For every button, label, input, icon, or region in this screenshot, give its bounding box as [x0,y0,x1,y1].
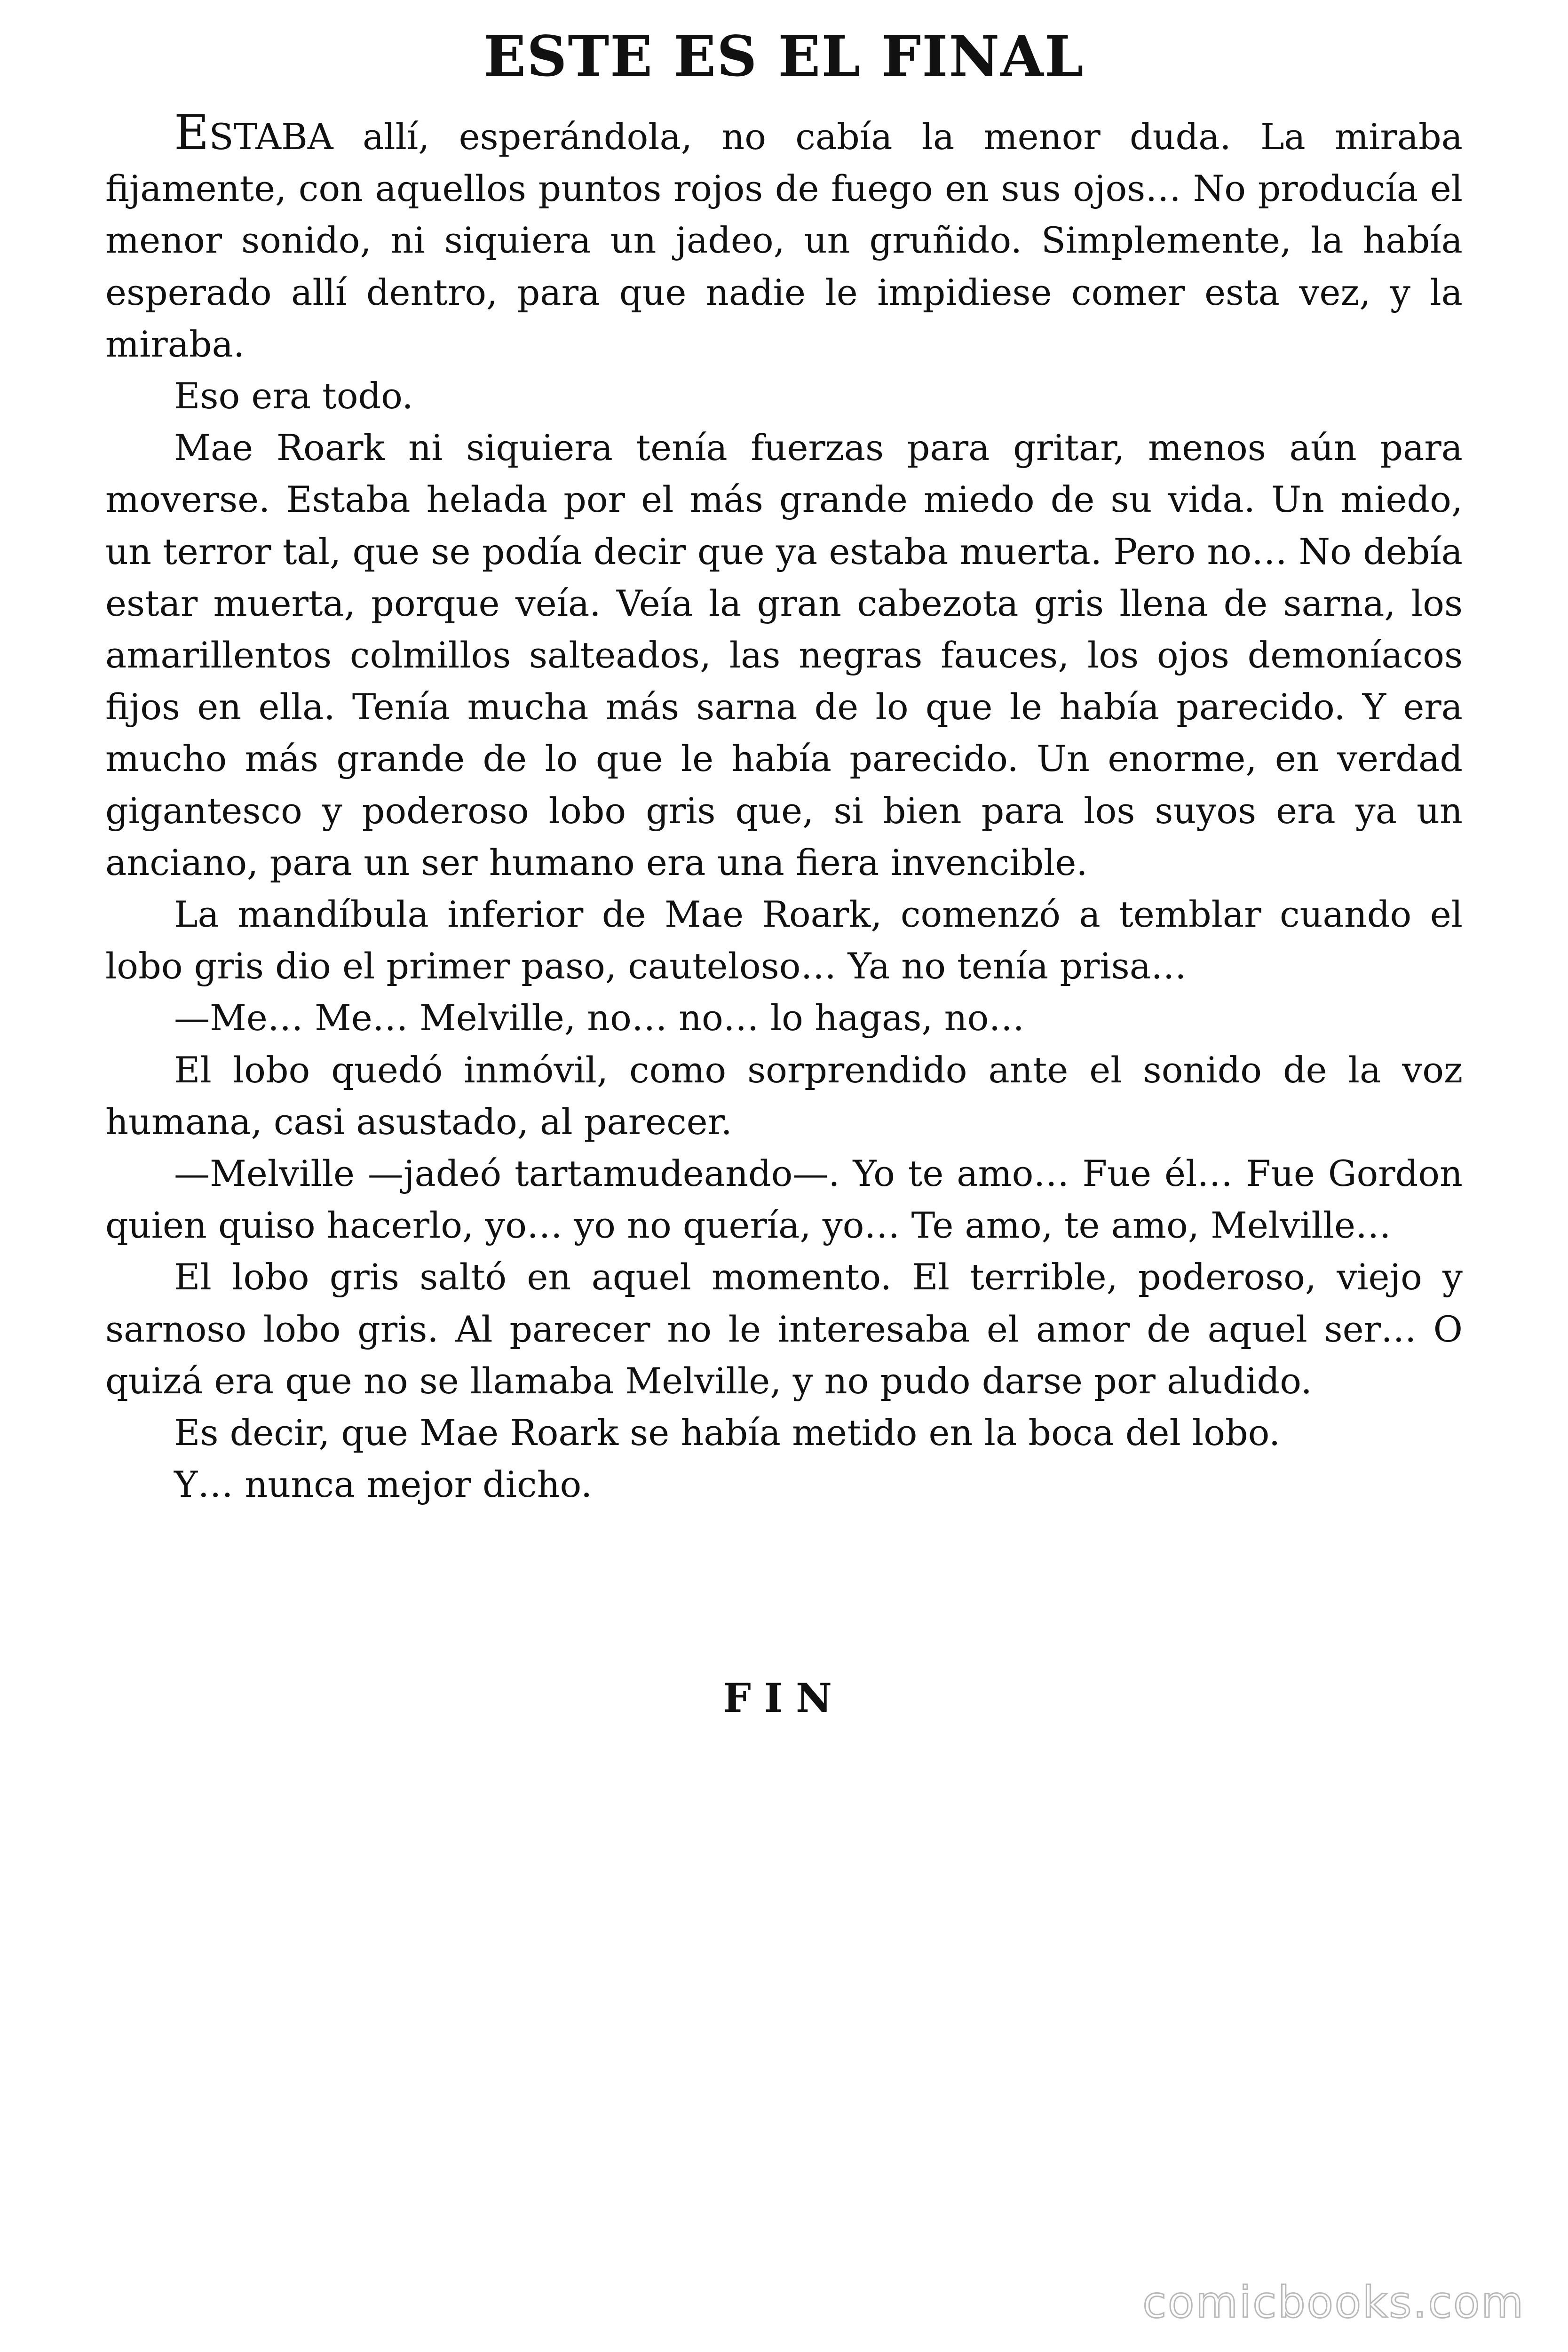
paragraph: Es decir, que Mae Roark se había metido en la boca del lobo. [174,1412,1281,1454]
paragraph [105,107,1463,370]
paragraph: La mandíbula inferior de Mae Roark, comenzó a temblar cuando el lobo gris dio el primer paso, cauteloso… Ya no tenía prisa… [105,893,1463,987]
paragraph: Mae Roark ni siquiera tenía fuerzas para gritar, menos aún para moverse. Estaba helada por el más grande miedo de su vida. Un miedo, un terror tal, que se podía decir que ya estaba muerta. Pero no… No debía estar muerta, porque veía. Veía la gran cabezota gris llena de sarna, los amarillentos colmillos salteados, las negras fauces, los ojos demoníacos fijos en ella. Tenía mucha más sarna de lo que le había parecido. Y era mucho más grande de lo que le había parecido. Un enorme, en verdad gigantesco y poderoso lobo gris que, si bien para los suyos era ya un anciano, para un ser humano era una fiera invencible. [105,427,1463,883]
paragraph: —Me… Me… Melville, no… no… lo hagas, no… [174,997,1025,1039]
paragraph: El lobo quedó inmóvil, como sorprendido ante el sonido de la voz humana, casi asustado, al parecer. [105,1049,1463,1143]
paragraph: —Melville —jadeó tartamudeando—. Yo te amo… Fue él… Fue Gordon quien quiso hacerlo, yo… yo no quería, yo… Te amo, te amo, Melville… [105,1152,1463,1247]
paragraph-text: allí, esperándola, no cabía la menor duda. La miraba fijamente, con aquellos puntos rojos de fuego en sus ojos… No producía el menor sonido, ni siquiera un jadeo, un gruñido. Simplemente, la había esperado allí dentro, para que nadie le impidiese comer esta vez, y la miraba. [105,116,1463,365]
drop-cap: E [174,105,209,161]
chapter-body [105,107,1463,1510]
paragraph: Y… nunca mejor dicho. [174,1463,593,1506]
watermark: comicbooks.com [1142,2277,1525,2328]
chapter-title: ESTE ES EL FINAL [483,24,1085,89]
paragraph: Eso era todo. [174,375,413,417]
opening-small-caps: STABA [209,116,333,158]
end-mark: FIN [723,1675,845,1721]
paragraph: El lobo gris saltó en aquel momento. El terrible, poderoso, viejo y sarnoso lobo gris. Al parecer no le interesaba el amor de aquel ser… O quizá era que no se llamaba Melville, y no pudo darse por aludido. [105,1256,1463,1402]
